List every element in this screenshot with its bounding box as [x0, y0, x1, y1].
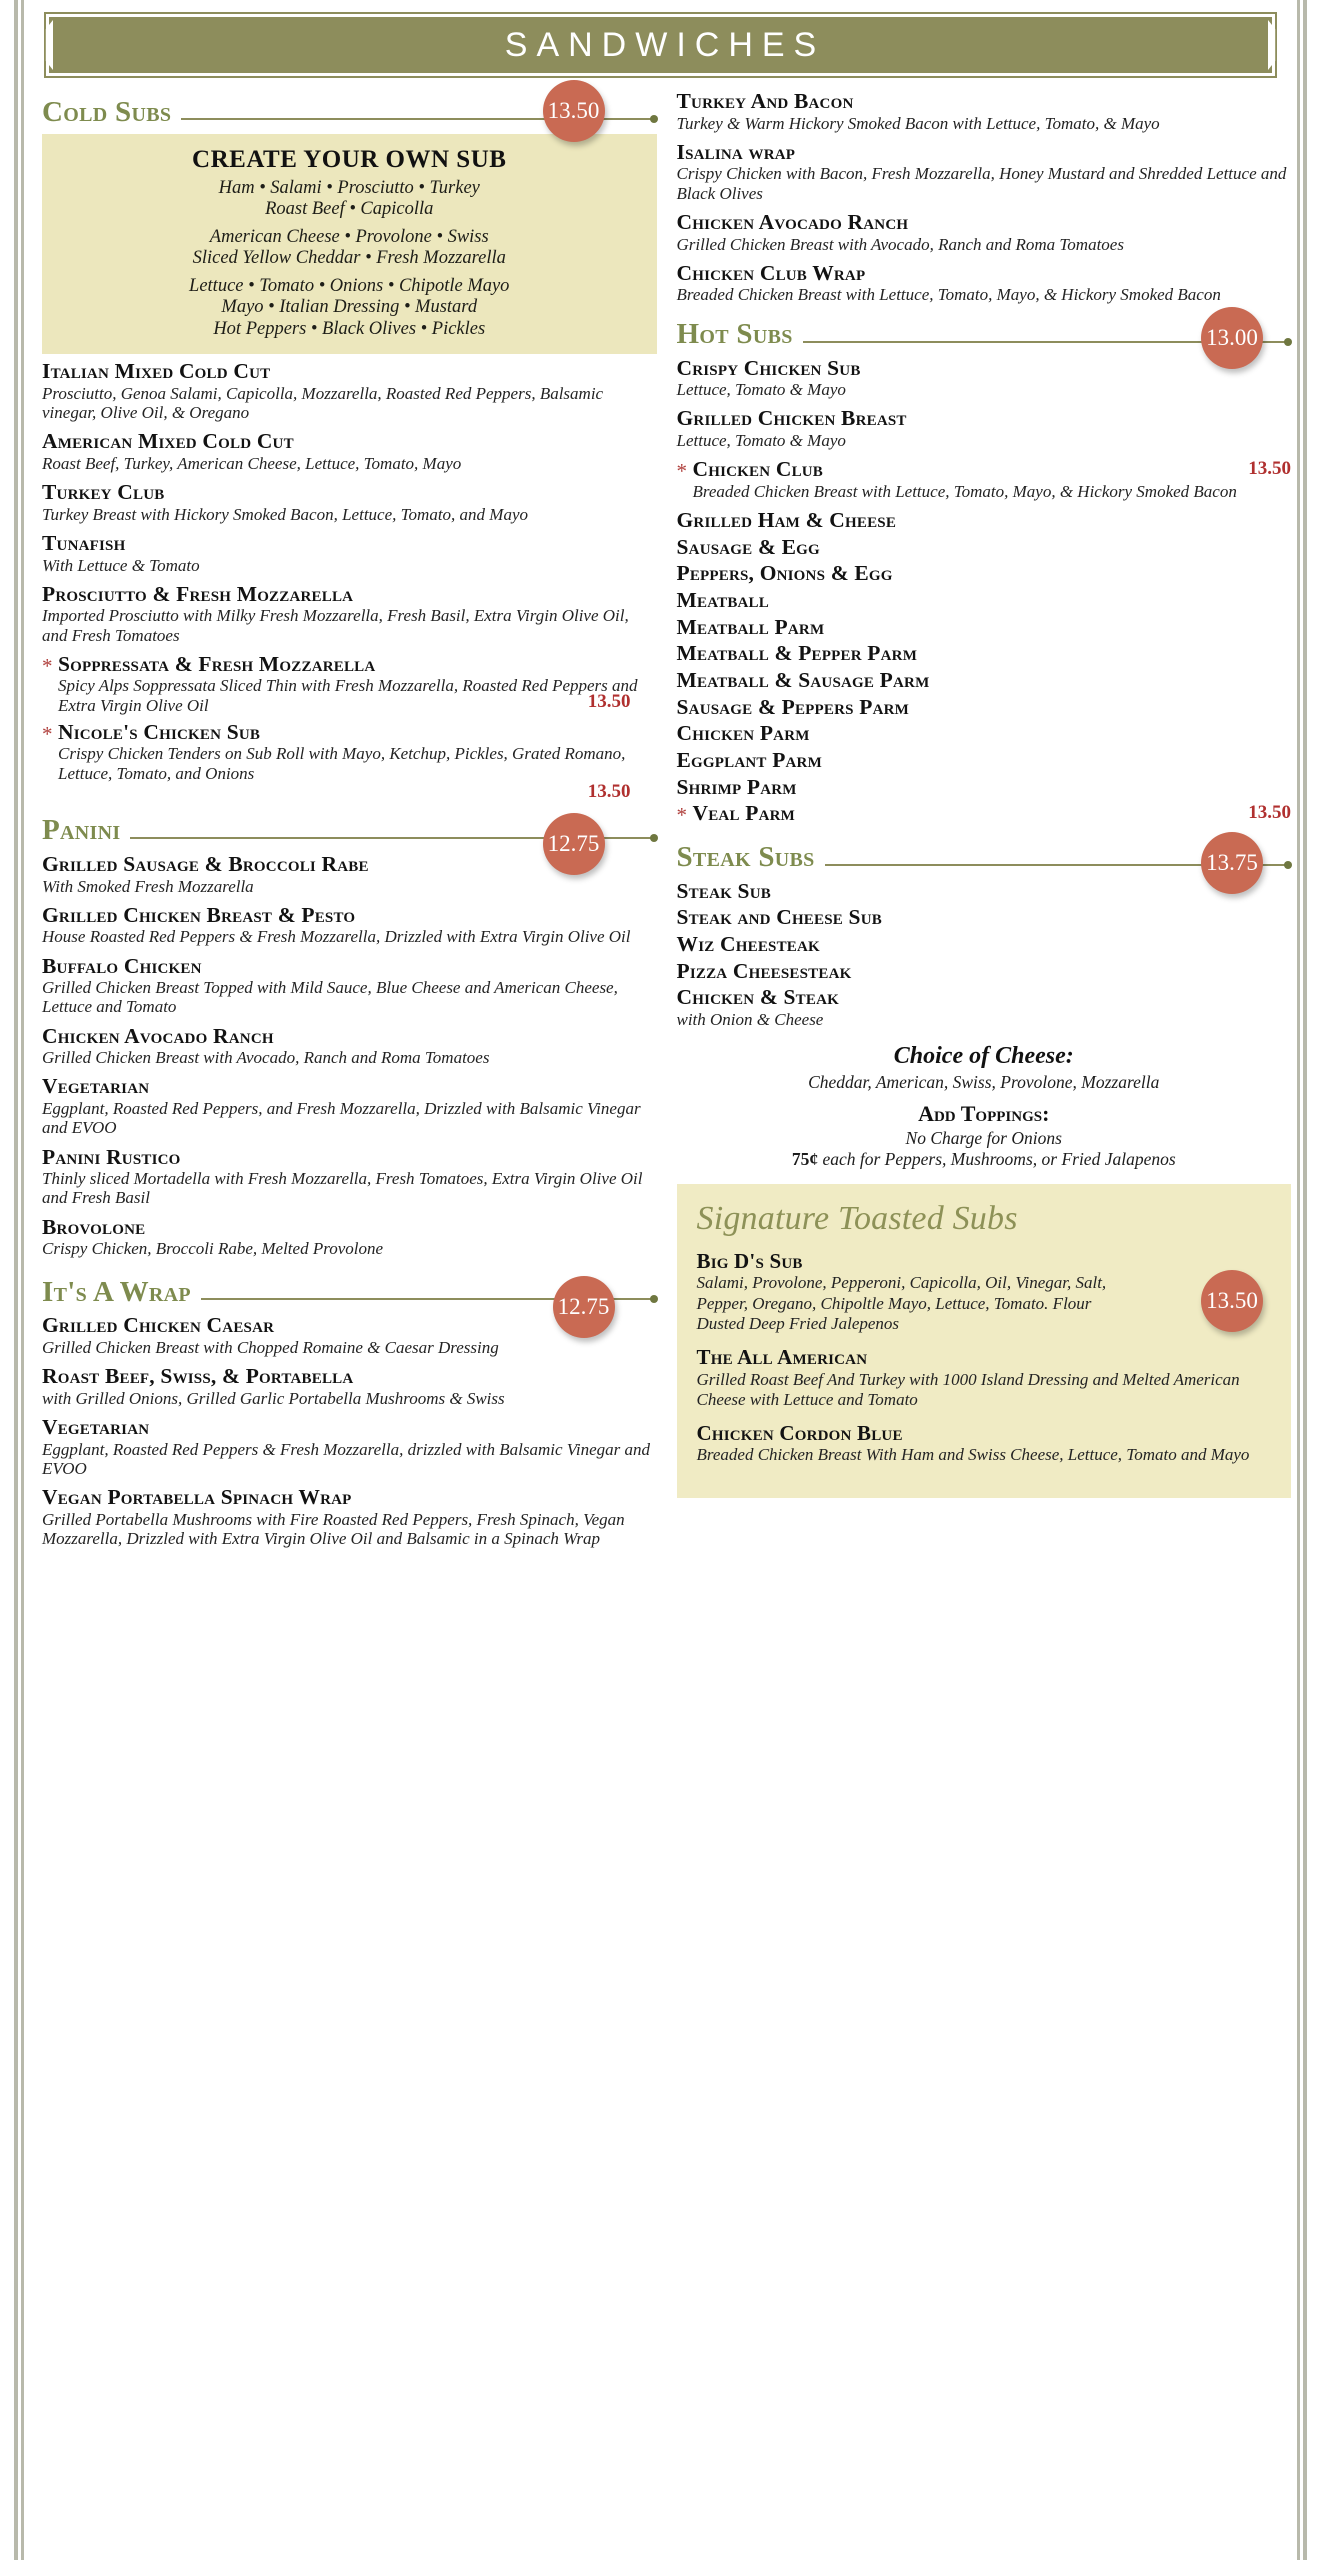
item-desc: Grilled Portabella Mushrooms with Fire Roasted Red Peppers, Fresh Spinach, Vegan Mozzarella, Drizzled with Extra Virgin Olive Oil and Balsamic in a Spinach Wrap: [42, 1509, 625, 1548]
menu-item: [677, 616, 1292, 640]
item-name: Shrimp Parm: [676, 774, 797, 799]
create-your-own-title: CREATE YOUR OWN SUB: [192, 146, 507, 173]
item-name: Pizza Cheesesteak: [676, 958, 852, 983]
item-name: Grilled Chicken Breast & Pesto: [42, 902, 356, 927]
menu-item: [677, 357, 1292, 400]
item-name: Grilled Chicken Caesar: [42, 1313, 275, 1338]
item-desc: Breaded Chicken Breast With Ham and Swiss Cheese, Lettuce, Tomato and Mayo: [696, 1445, 1250, 1465]
item-desc: Thinly sliced Mortadella with Fresh Mozzarella, Fresh Tomatoes, Extra Virgin Olive Oil and Fresh Basil: [42, 1169, 643, 1208]
menu-item: [677, 986, 1292, 1029]
item-name: Meatball & Sausage Parm: [676, 667, 930, 692]
item-name: Meatball & Pepper Parm: [676, 641, 918, 666]
item-price: 13.50: [587, 690, 631, 712]
item-desc: Crispy Chicken, Broccoli Rabe, Melted Provolone: [42, 1239, 384, 1259]
menu-item: [677, 960, 1292, 984]
menu-item: [42, 1486, 657, 1548]
toppings-price-amount: 75¢: [791, 1149, 819, 1170]
item-desc: Crispy Chicken Tenders on Sub Roll with Mayo, Ketchup, Pickles, Grated Romano, Lettuce, Tomato, and Onions: [58, 744, 626, 783]
signature-title: Signature Toasted Subs: [696, 1200, 1018, 1238]
section-header-cold-subs: [42, 92, 657, 132]
menu-item: [677, 90, 1292, 133]
item-name: Italian Mixed Cold Cut: [42, 359, 271, 384]
menu-item: [677, 933, 1292, 957]
item-name: Chicken Club Wrap: [676, 260, 866, 285]
item-name: Soppressata & Fresh Mozzarella: [58, 651, 376, 676]
item-name: Chicken Cordon Blue: [696, 1421, 903, 1446]
panini-price-badge: 12.75: [543, 813, 605, 875]
item-name: Steak and Cheese Sub: [676, 905, 882, 930]
item-desc: Imported Prosciutto with Milky Fresh Mozzarella, Fresh Basil, Extra Virgin Olive Oil, and Fresh Tomatoes: [42, 606, 629, 645]
page-frame-right: [1297, 0, 1307, 2560]
menu-item: [677, 536, 1292, 560]
section-header-its-a-wrap: [42, 1272, 657, 1320]
menu-item: [697, 1250, 1274, 1334]
menu-item: [42, 1075, 657, 1137]
item-name: Buffalo Chicken: [42, 953, 202, 978]
menu-item: [677, 458, 1292, 501]
item-desc: Grilled Chicken Breast with Chopped Romaine & Caesar Dressing: [42, 1338, 499, 1358]
item-desc: Grilled Chicken Breast Topped with Mild Sauce, Blue Cheese and American Cheese, Lettuce and Tomato: [42, 978, 618, 1017]
menu-item: [42, 430, 657, 473]
menu-item: [677, 696, 1292, 720]
toppings-free-note: No Charge for Onions: [905, 1128, 1062, 1149]
item-desc: Crispy Chicken with Bacon, Fresh Mozzarella, Honey Mustard and Shredded Lettuce and Black Olives: [676, 164, 1287, 203]
cheese-and-toppings-block: [677, 1043, 1292, 1170]
menu-item: [677, 589, 1292, 613]
item-name: Nicole's Chicken Sub: [58, 719, 261, 744]
menu-item: [677, 802, 1292, 826]
item-desc: Breaded Chicken Breast with Lettuce, Tomato, Mayo, & Hickory Smoked Bacon: [692, 481, 1237, 501]
cyo-line-0: Ham • Salami • Prosciutto • Turkey: [218, 178, 480, 198]
item-desc: Spicy Alps Soppressata Sliced Thin with Fresh Mozzarella, Roasted Red Peppers and Extra Virgin Olive Oil: [58, 676, 638, 715]
cyo-line-2: American Cheese • Provolone • Swiss: [209, 226, 489, 247]
menu-item: [42, 481, 657, 524]
item-name: Vegetarian: [42, 1415, 150, 1440]
menu-item: [697, 1346, 1274, 1410]
toppings-price-text: each for Peppers, Mushrooms, or Fried Jalapenos: [818, 1149, 1176, 1170]
item-name: Vegan Portabella Spinach Wrap: [42, 1485, 352, 1510]
star-marker-icon: *: [42, 721, 53, 746]
item-name: Eggplant Parm: [676, 747, 822, 772]
menu-item: [677, 722, 1292, 746]
menu-item: [42, 721, 657, 803]
item-name: Grilled Ham & Cheese: [676, 508, 897, 533]
item-name: Prosciutto & Fresh Mozzarella: [42, 581, 354, 606]
item-desc: with Onion & Cheese: [676, 1010, 824, 1029]
star-marker-icon: *: [676, 459, 687, 484]
signature-price-badge: 13.50: [1201, 1270, 1263, 1332]
menu-item: [42, 532, 657, 575]
choice-of-cheese-list: Cheddar, American, Swiss, Provolone, Mozzarella: [808, 1072, 1160, 1093]
item-desc: Roast Beef, Turkey, American Cheese, Lettuce, Tomato, Mayo: [42, 453, 462, 473]
item-name: Grilled Sausage & Broccoli Rabe: [42, 851, 369, 876]
item-name: Chicken Club: [692, 457, 824, 482]
menu-item: [42, 583, 657, 645]
sandwiches-banner: [46, 14, 1275, 76]
menu-item: [677, 749, 1292, 773]
item-desc: Lettuce, Tomato & Mayo: [676, 380, 846, 400]
menu-item: [677, 509, 1292, 533]
page-frame-left: [14, 0, 24, 2560]
menu-item: [677, 906, 1292, 930]
item-name: Chicken Avocado Ranch: [676, 209, 909, 234]
item-desc: Grilled Roast Beef And Turkey with 1000 Island Dressing and Melted American Cheese with Lettuce and Tomato: [696, 1369, 1240, 1409]
menu-item: [42, 1146, 657, 1208]
section-header-hot-subs: [677, 315, 1292, 355]
left-column: [30, 86, 657, 1556]
section-header-panini: [42, 811, 657, 856]
item-desc: With Lettuce & Tomato: [42, 555, 200, 575]
menu-item: [42, 653, 657, 713]
add-toppings-title: Add Toppings:: [918, 1101, 1050, 1127]
menu-item: [42, 1025, 657, 1068]
steak-subs-list: [677, 880, 1292, 1029]
item-name: Panini Rustico: [42, 1144, 181, 1169]
item-desc: With Smoked Fresh Mozzarella: [42, 876, 254, 896]
its-a-wrap-price-badge: 12.75: [553, 1276, 615, 1338]
item-name: Chicken Avocado Ranch: [42, 1023, 274, 1048]
item-price: 13.50: [1248, 802, 1291, 824]
menu-item: [677, 262, 1292, 305]
item-name: Big D's Sub: [696, 1249, 803, 1274]
cold-subs-price-badge: 13.50: [543, 80, 605, 142]
toppings-price-note: [677, 1149, 1292, 1170]
star-marker-icon: *: [676, 803, 687, 828]
cyo-line-4: Lettuce • Tomato • Onions • Chipotle Mayo: [189, 275, 510, 296]
item-desc: Grilled Chicken Breast with Avocado, Ranch and Roma Tomatoes: [42, 1048, 490, 1068]
item-name: Chicken & Steak: [676, 985, 839, 1010]
menu-item: [677, 211, 1292, 254]
steak-subs-heading: Steak Subs: [676, 841, 815, 874]
item-price: 13.50: [587, 780, 631, 802]
item-desc: Turkey Breast with Hickory Smoked Bacon, Lettuce, Tomato, and Mayo: [42, 504, 528, 524]
menu-item: [42, 904, 657, 947]
panini-heading: Panini: [42, 814, 121, 847]
item-name: Grilled Chicken Breast: [676, 406, 907, 431]
item-name: Meatball: [676, 588, 769, 613]
create-your-own-sub-panel: [42, 134, 657, 354]
item-desc: with Grilled Onions, Grilled Garlic Portabella Mushrooms & Swiss: [42, 1388, 505, 1408]
cold-subs-heading: Cold Subs: [42, 95, 172, 128]
menu-item: [42, 1416, 657, 1478]
hot-subs-heading: Hot Subs: [676, 318, 793, 351]
choice-of-cheese-title: Choice of Cheese:: [893, 1043, 1074, 1070]
banner-bar: [46, 14, 1275, 76]
menu-item: [677, 776, 1292, 800]
hot-subs-simple-list: [677, 509, 1292, 826]
item-price: 13.50: [1248, 458, 1291, 480]
menu-item: [42, 360, 657, 422]
section-header-steak-subs: [677, 838, 1292, 878]
item-desc: Prosciutto, Genoa Salami, Capicolla, Mozzarella, Roasted Red Peppers, Balsamic vinegar, Olive Oil, & Oregano: [42, 383, 604, 423]
its-a-wrap-heading: It's A Wrap: [42, 1275, 191, 1308]
item-name: Sausage & Egg: [676, 534, 820, 559]
cyo-line-3: Sliced Yellow Cheddar • Fresh Mozzarella: [192, 248, 506, 269]
menu-item: [42, 955, 657, 1017]
item-name: Isalina wrap: [676, 139, 796, 164]
item-name: Tunafish: [42, 530, 126, 555]
item-desc: Breaded Chicken Breast with Lettuce, Tomato, Mayo, & Hickory Smoked Bacon: [676, 285, 1221, 305]
menu-item: [697, 1422, 1274, 1465]
item-name: Veal Parm: [692, 801, 795, 826]
item-desc: Salami, Provolone, Pepperoni, Capicolla, Oil, Vinegar, Salt, Pepper, Oregano, Chipoltle Mayo, Lettuce, Tomato. Flour Dusted Deep Fried Jalepenos: [696, 1273, 1107, 1334]
item-name: Sausage & Peppers Parm: [676, 694, 910, 719]
hot-subs-price-badge: 13.00: [1201, 307, 1263, 369]
item-name: Chicken Parm: [676, 721, 810, 746]
item-name: Meatball Parm: [676, 614, 825, 639]
item-name: Turkey Club: [42, 480, 165, 505]
steak-subs-price-badge: 13.75: [1201, 832, 1263, 894]
cyo-line-1: Roast Beef • Capicolla: [265, 199, 434, 220]
menu-item: [677, 642, 1292, 666]
item-name: Crispy Chicken Sub: [676, 355, 861, 380]
item-desc: House Roasted Red Peppers & Fresh Mozzarella, Drizzled with Extra Virgin Olive Oil: [42, 927, 631, 947]
star-marker-icon: *: [42, 653, 53, 678]
item-name: American Mixed Cold Cut: [42, 429, 294, 454]
menu-item: [677, 562, 1292, 586]
item-desc: Turkey & Warm Hickory Smoked Bacon with Lettuce, Tomato, & Mayo: [676, 113, 1160, 133]
item-desc: Grilled Chicken Breast with Avocado, Ranch and Roma Tomatoes: [676, 234, 1124, 254]
item-desc: Eggplant, Roasted Red Peppers & Fresh Mozzarella, drizzled with Balsamic Vinegar and EVOO: [42, 1439, 651, 1478]
signature-toasted-subs-panel: [677, 1184, 1292, 1498]
item-name: Steak Sub: [676, 878, 771, 903]
cyo-line-6: Hot Peppers • Black Olives • Pickles: [213, 318, 486, 339]
menu-item: [677, 141, 1292, 203]
item-name: Turkey And Bacon: [676, 89, 854, 113]
item-desc: Eggplant, Roasted Red Peppers, and Fresh Mozzarella, Drizzled with Balsamic Vinegar and EVOO: [42, 1099, 641, 1138]
item-name: Roast Beef, Swiss, & Portabella: [42, 1364, 354, 1389]
menu-columns: [30, 86, 1291, 1556]
item-name: Peppers, Onions & Egg: [676, 561, 893, 586]
item-name: The All American: [696, 1345, 868, 1370]
item-name: Wiz Cheesteak: [676, 932, 820, 957]
item-name: Vegetarian: [42, 1074, 150, 1099]
menu-item: [42, 1365, 657, 1408]
item-name: Brovolone: [42, 1214, 146, 1239]
page-title: SANDWICHES: [504, 25, 826, 64]
menu-item: [42, 1216, 657, 1259]
cyo-line-5: Mayo • Italian Dressing • Mustard: [221, 297, 478, 318]
menu-item: [677, 407, 1292, 450]
menu-item: [677, 669, 1292, 693]
item-desc: Lettuce, Tomato & Mayo: [676, 431, 846, 451]
menu-item: [677, 880, 1292, 904]
right-column: [671, 86, 1292, 1498]
